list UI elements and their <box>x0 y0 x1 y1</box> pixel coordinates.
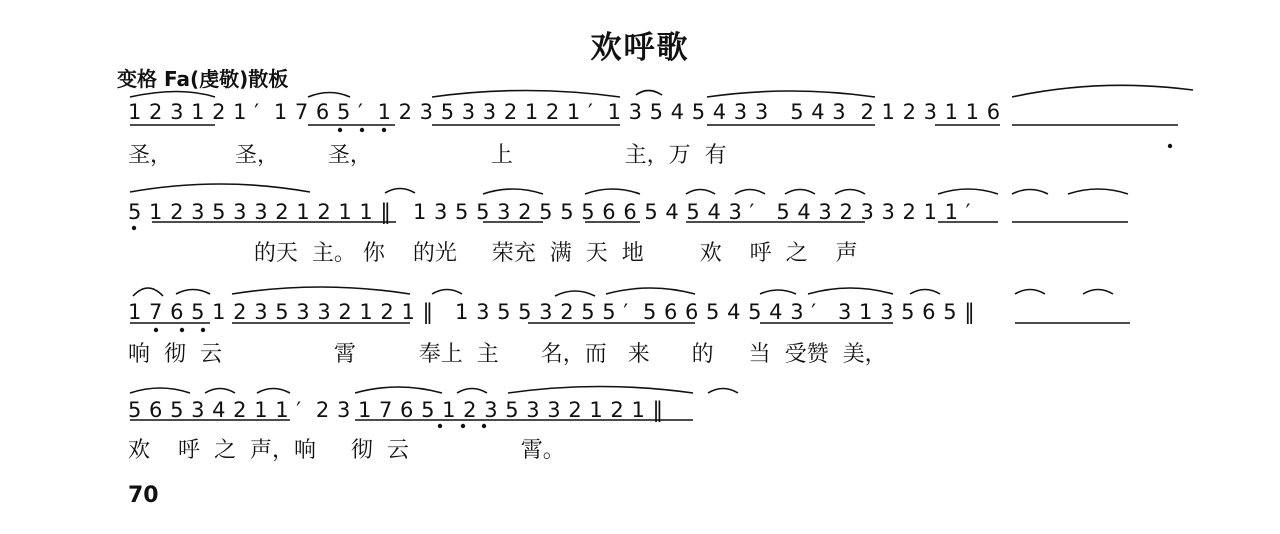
dot <box>180 328 184 332</box>
lyrics-line-2: 的天 主。 你 的光 荣充 满 天 地 欢 呼 之 声 <box>128 241 858 266</box>
slur <box>133 288 163 296</box>
slur <box>1015 290 1045 295</box>
notation-line-1: 1 2 3 1 2 1 ′ 1 7 6 5 ′ 1 2 3 5 3 3 2 1 2 1 ′ 1 3 5 4 5 4 3 3 5 4 3 2 1 2 3 1 1 6 <box>128 100 1001 124</box>
slur <box>130 184 310 192</box>
slur <box>457 389 487 394</box>
dot <box>438 424 442 428</box>
dot <box>1168 144 1172 148</box>
slur <box>432 91 620 98</box>
lyrics-line-3: 响 彻 云 霄 奉上 主 名，而 来 的 当 受赞 美， <box>128 342 887 367</box>
slur <box>130 92 215 98</box>
slur <box>760 290 796 294</box>
tempo-marking: 变格 Fa(虔敬)散板 <box>117 67 289 91</box>
slur <box>606 288 695 294</box>
dot <box>338 128 342 132</box>
slur <box>785 190 815 195</box>
slur <box>555 291 595 296</box>
lyrics-line-4: 欢 呼 之 声，响 彻 云 霄。 <box>128 438 565 463</box>
notation-line-3: 1 7 6 5 1 2 3 5 3 3 2 1 2 1 ‖ 1 3 5 5 3 2 5 5 ′ 5 6 6 5 4 5 4 3 ′ 3 1 3 5 6 5 ‖ <box>128 300 976 324</box>
dot <box>201 328 205 332</box>
slur <box>176 290 210 295</box>
slur <box>707 91 875 97</box>
dot <box>154 328 158 332</box>
page-number: 70 <box>128 483 159 508</box>
slur <box>355 387 442 393</box>
dot <box>382 128 386 132</box>
dot <box>132 226 136 230</box>
lyrics-line-1: 圣， 圣， 圣， 上 主，万 有 <box>128 143 727 168</box>
dot <box>482 424 486 428</box>
slur <box>636 91 662 96</box>
slur <box>432 290 462 295</box>
slur <box>308 93 350 98</box>
slur <box>205 389 235 394</box>
slur <box>257 389 290 394</box>
slur <box>835 190 865 195</box>
slur <box>232 287 410 294</box>
dot <box>461 424 465 428</box>
slur <box>808 288 893 294</box>
slur <box>385 189 415 194</box>
dot <box>360 128 364 132</box>
slur <box>1012 85 1193 97</box>
slur <box>483 189 543 194</box>
notation-line-2: 5 1 2 3 5 3 3 2 1 2 1 1 ‖ 1 3 5 5 3 2 5 5 5 6 6 5 4 5 4 3 ′ 5 4 3 2 3 3 2 1 1 ′ <box>128 200 971 224</box>
slur <box>1068 189 1128 194</box>
slur <box>585 189 640 194</box>
slur <box>708 389 738 394</box>
slur <box>130 388 190 393</box>
slur <box>938 189 998 194</box>
slur <box>910 290 940 295</box>
slur <box>1083 290 1113 295</box>
page-title: 欢呼歌 <box>590 30 690 66</box>
slur <box>508 387 693 394</box>
slur <box>735 190 765 195</box>
slur <box>1012 190 1048 195</box>
notation-line-4: 5 6 5 3 4 2 1 1 ′ 2 3 1 7 6 5 1 2 3 5 3 3 2 1 2 1 ‖ <box>128 398 664 422</box>
slur <box>686 190 715 195</box>
